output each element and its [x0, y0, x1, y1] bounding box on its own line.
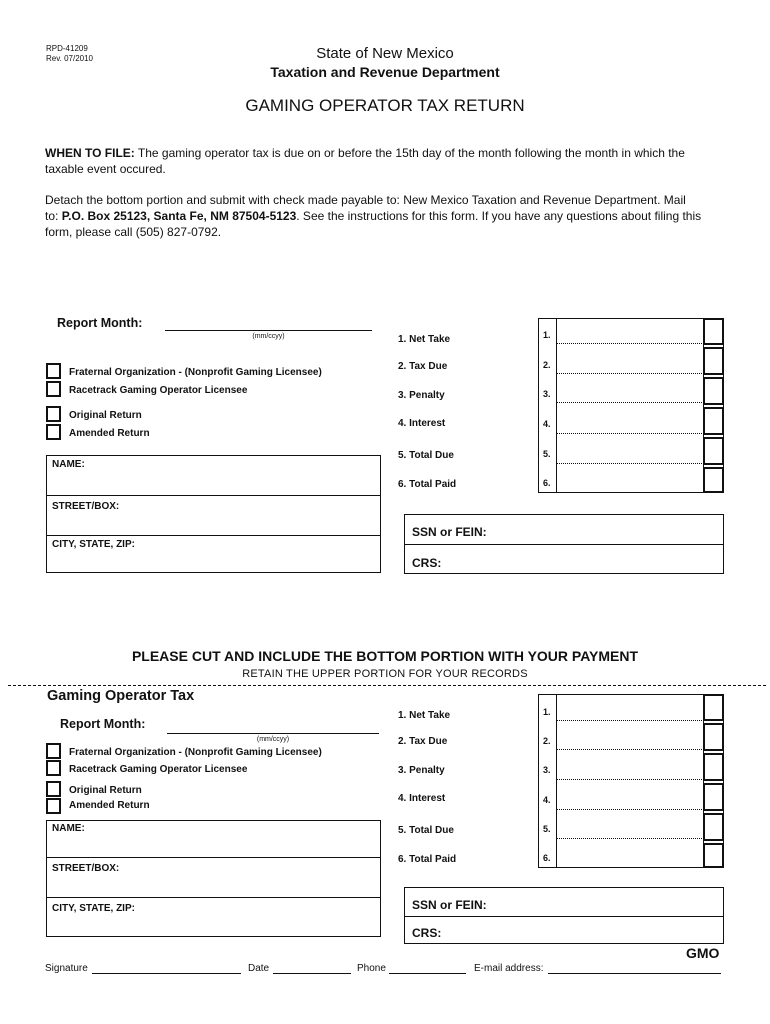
retain-instruction: RETAIN THE UPPER PORTION FOR YOUR RECORDS — [242, 668, 528, 680]
cut-instruction: PLEASE CUT AND INCLUDE THE BOTTOM PORTION WITH YOUR PAYMENT — [131, 648, 639, 664]
detach-text-3: form, please call (505) 827-0792. — [45, 225, 222, 239]
voucher-line-4-num: 4. — [543, 795, 551, 805]
voucher-racetrack-label: Racetrack Gaming Operator Licensee — [69, 764, 248, 775]
voucher-address-divider — [47, 857, 380, 858]
voucher-net-take-label: 1. Net Take — [398, 710, 451, 721]
voucher-ssn-fein-label: SSN or FEIN: — [412, 898, 487, 912]
address-divider — [47, 495, 380, 496]
voucher-ssn-fein-field[interactable] — [500, 889, 722, 915]
when-to-file-text-2: taxable event occured. — [45, 162, 166, 176]
line-2-num: 2. — [543, 360, 551, 370]
voucher-name-label: NAME: — [52, 823, 85, 834]
voucher-total-due-label: 5. Total Due — [398, 825, 454, 836]
name-field[interactable] — [47, 470, 380, 494]
email-label: E-mail address: — [474, 963, 544, 974]
interest-label: 4. Interest — [398, 418, 446, 429]
state-name: State of New Mexico — [316, 45, 454, 62]
penalty-field[interactable] — [557, 376, 704, 403]
voucher-amended-return-label: Amended Return — [69, 800, 150, 811]
report-month-label: Report Month: — [57, 316, 143, 330]
voucher-report-month-field[interactable] — [167, 733, 379, 734]
form-code: GMO — [686, 945, 720, 961]
name-label: NAME: — [52, 459, 85, 470]
when-to-file-label: WHEN TO FILE: — [45, 146, 135, 160]
department-name: Taxation and Revenue Department — [270, 64, 500, 80]
line-6-check-square[interactable] — [703, 467, 724, 493]
racetrack-label: Racetrack Gaming Operator Licensee — [69, 385, 248, 396]
voucher-crs-field[interactable] — [450, 918, 722, 943]
detach-text: Detach the bottom portion and submit with check made payable to: New Mexico Taxation and Revenue Department. Mail — [45, 193, 686, 207]
penalty-label: 3. Penalty — [398, 390, 445, 401]
when-to-file-text: The gaming operator tax is due on or before the 15th day of the month following the month in which the — [134, 146, 685, 160]
voucher-total-paid-label: 6. Total Paid — [398, 854, 457, 865]
voucher-net-take-field[interactable] — [557, 694, 704, 721]
voucher-line-2-num: 2. — [543, 736, 551, 746]
line-2-check-square[interactable] — [703, 347, 724, 375]
voucher-line-5-num: 5. — [543, 824, 551, 834]
detach-text-2: . See the instructions for this form. If you have any questions about filing this — [296, 209, 702, 223]
voucher-line-6-num: 6. — [543, 853, 551, 863]
total-due-field[interactable] — [557, 436, 704, 464]
report-month-format-hint: (mm/ccyy) — [252, 333, 285, 340]
voucher-name-field[interactable] — [47, 834, 380, 856]
line-6-num: 6. — [543, 478, 551, 488]
voucher-report-month-format-hint: (mm/ccyy) — [256, 736, 290, 743]
original-return-checkbox[interactable] — [46, 406, 61, 422]
street-label: STREET/BOX: — [52, 501, 120, 512]
voucher-line-3-check-square[interactable] — [703, 753, 724, 781]
line-1-num: 1. — [543, 330, 551, 340]
form-number: RPD-41209 — [46, 44, 88, 53]
address-divider — [47, 535, 380, 536]
detach-paragraph — [45, 192, 727, 240]
mailing-address: P.O. Box 25123, Santa Fe, NM 87504-5123 — [61, 209, 297, 223]
email-field[interactable] — [548, 973, 721, 974]
report-month-field[interactable] — [165, 330, 372, 331]
total-paid-label: 6. Total Paid — [398, 479, 457, 490]
racetrack-checkbox[interactable] — [46, 381, 61, 397]
street-field[interactable] — [47, 512, 380, 534]
form-revision: Rev. 07/2010 — [46, 54, 93, 63]
phone-field[interactable] — [389, 973, 466, 974]
tax-due-field[interactable] — [557, 347, 704, 374]
detach-to: to: — [45, 209, 62, 223]
signature-label: Signature — [45, 963, 88, 974]
net-take-field[interactable] — [557, 318, 704, 344]
net-take-label: 1. Net Take — [398, 334, 451, 345]
voucher-report-month-label: Report Month: — [60, 717, 146, 731]
line-1-check-square[interactable] — [703, 318, 724, 345]
voucher-line-3-num: 3. — [543, 765, 551, 775]
fraternal-org-label: Fraternal Organization - (Nonprofit Gaming Licensee) — [69, 367, 322, 378]
voucher-interest-field[interactable] — [557, 782, 704, 810]
original-return-label: Original Return — [69, 410, 142, 421]
page-title: GAMING OPERATOR TAX RETURN — [245, 96, 525, 115]
voucher-fraternal-org-checkbox[interactable] — [46, 743, 61, 759]
voucher-line-6-check-square[interactable] — [703, 843, 724, 868]
ssn-fein-label: SSN or FEIN: — [412, 525, 487, 539]
voucher-line-1-num: 1. — [543, 707, 551, 717]
crs-field[interactable] — [450, 546, 722, 573]
voucher-city-state-zip-label: CITY, STATE, ZIP: — [52, 903, 135, 914]
voucher-interest-label: 4. Interest — [398, 793, 446, 804]
voucher-street-field[interactable] — [47, 874, 380, 896]
fraternal-org-checkbox[interactable] — [46, 363, 61, 379]
voucher-title: Gaming Operator Tax — [47, 688, 195, 704]
ssn-crs-divider — [405, 544, 723, 545]
voucher-original-return-label: Original Return — [69, 785, 142, 796]
line-4-check-square[interactable] — [703, 407, 724, 435]
line-3-num: 3. — [543, 389, 551, 399]
voucher-address-divider — [47, 897, 380, 898]
voucher-city-state-zip-field[interactable] — [47, 914, 380, 936]
amended-return-label: Amended Return — [69, 428, 150, 439]
cut-line — [8, 685, 766, 686]
voucher-total-due-field[interactable] — [557, 812, 704, 839]
line-5-check-square[interactable] — [703, 437, 724, 465]
line-5-num: 5. — [543, 449, 551, 459]
voucher-racetrack-checkbox[interactable] — [46, 760, 61, 776]
date-field[interactable] — [273, 973, 351, 974]
line-4-num: 4. — [543, 419, 551, 429]
voucher-penalty-field[interactable] — [557, 752, 704, 780]
voucher-street-label: STREET/BOX: — [52, 863, 120, 874]
tax-due-label: 2. Tax Due — [398, 361, 448, 372]
voucher-ssn-crs-divider — [405, 916, 723, 917]
city-state-zip-field[interactable] — [47, 550, 380, 572]
total-due-label: 5. Total Due — [398, 450, 454, 461]
line-3-check-square[interactable] — [703, 377, 724, 405]
voucher-line-5-check-square[interactable] — [703, 813, 724, 841]
voucher-tax-due-field[interactable] — [557, 723, 704, 750]
city-state-zip-label: CITY, STATE, ZIP: — [52, 539, 135, 550]
signature-field[interactable] — [92, 973, 241, 974]
voucher-penalty-label: 3. Penalty — [398, 765, 445, 776]
voucher-line-1-check-square[interactable] — [703, 694, 724, 721]
voucher-crs-label: CRS: — [412, 926, 442, 940]
phone-label: Phone — [357, 963, 386, 974]
voucher-amended-return-checkbox[interactable] — [46, 798, 61, 814]
crs-label: CRS: — [412, 556, 442, 570]
total-paid-field[interactable] — [557, 466, 704, 492]
voucher-tax-due-label: 2. Tax Due — [398, 736, 448, 747]
voucher-fraternal-org-label: Fraternal Organization - (Nonprofit Gaming Licensee) — [69, 747, 322, 758]
when-to-file-paragraph — [45, 145, 727, 177]
ssn-fein-field[interactable] — [500, 516, 722, 543]
voucher-line-4-check-square[interactable] — [703, 783, 724, 811]
date-label: Date — [248, 963, 270, 974]
voucher-total-paid-field[interactable] — [557, 841, 704, 867]
voucher-original-return-checkbox[interactable] — [46, 781, 61, 797]
voucher-line-2-check-square[interactable] — [703, 723, 724, 751]
amended-return-checkbox[interactable] — [46, 424, 61, 440]
interest-field[interactable] — [557, 406, 704, 434]
